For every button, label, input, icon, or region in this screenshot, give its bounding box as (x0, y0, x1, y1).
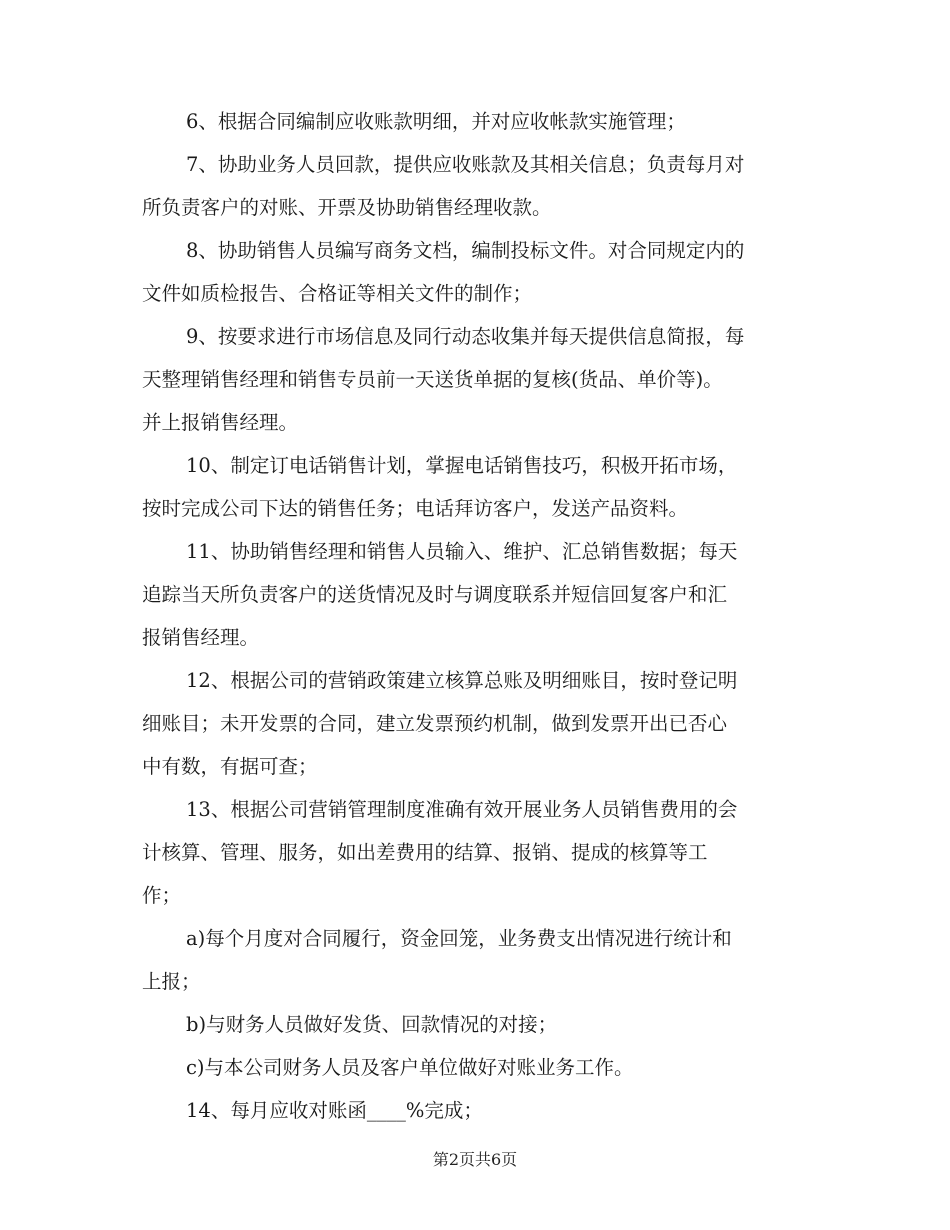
text-line: 所负责客户的对账、开票及协助销售经理收款。 (142, 196, 552, 219)
text-line: c)与本公司财务人员及客户单位做好对账业务工作。 (186, 1056, 634, 1079)
text-line: 13、根据公司营销管理制度准确有效开展业务人员销售费用的会 (186, 798, 738, 821)
text-line: 10、制定订电话销售计划，掌握电话销售技巧，积极开拓市场， (186, 454, 738, 477)
text-line: a)每个月度对合同履行，资金回笼，业务费支出情况进行统计和 (186, 927, 732, 950)
text-line: 14、每月应收对账函____%完成； (186, 1099, 483, 1122)
text-line: 上报； (142, 970, 201, 993)
text-line: 细账目；未开发票的合同，建立发票预约机制，做到发票开出已否心 (142, 712, 728, 735)
text-line: 作； (142, 884, 182, 907)
text-line: 追踪当天所负责客户的送货情况及时与调度联系并短信回复客户和汇 (142, 583, 728, 606)
text-line: 按时完成公司下达的销售任务；电话拜访客户，发送产品资料。 (142, 497, 689, 520)
page-number-footer: 第2页共6页 (432, 1150, 518, 1169)
text-line: 中有数，有据可查； (142, 755, 318, 778)
text-line: 报销售经理。 (142, 626, 260, 649)
text-line: 7、协助业务人员回款，提供应收账款及其相关信息；负责每月对 (186, 153, 745, 176)
text-line: 11、协助销售经理和销售人员输入、维护、汇总销售数据；每天 (186, 540, 738, 563)
text-line: b)与财务人员做好发货、回款情况的对接； (186, 1013, 558, 1036)
text-line: 并上报销售经理。 (142, 411, 299, 434)
text-line: 9、按要求进行市场信息及同行动态收集并每天提供信息简报，每 (186, 325, 745, 348)
text-line: 6、根据合同编制应收账款明细，并对应收帐款实施管理； (186, 110, 686, 133)
text-line: 天整理销售经理和销售专员前一天送货单据的复核(货品、单价等)。 (142, 368, 723, 391)
text-line: 文件如质检报告、合格证等相关文件的制作； (142, 282, 533, 305)
text-line: 8、协助销售人员编写商务文档，编制投标文件。对合同规定内的 (186, 239, 745, 262)
text-line: 计核算、管理、服务，如出差费用的结算、报销、提成的核算等工 (142, 841, 708, 864)
text-line: 12、根据公司的营销政策建立核算总账及明细账目，按时登记明 (186, 669, 738, 692)
